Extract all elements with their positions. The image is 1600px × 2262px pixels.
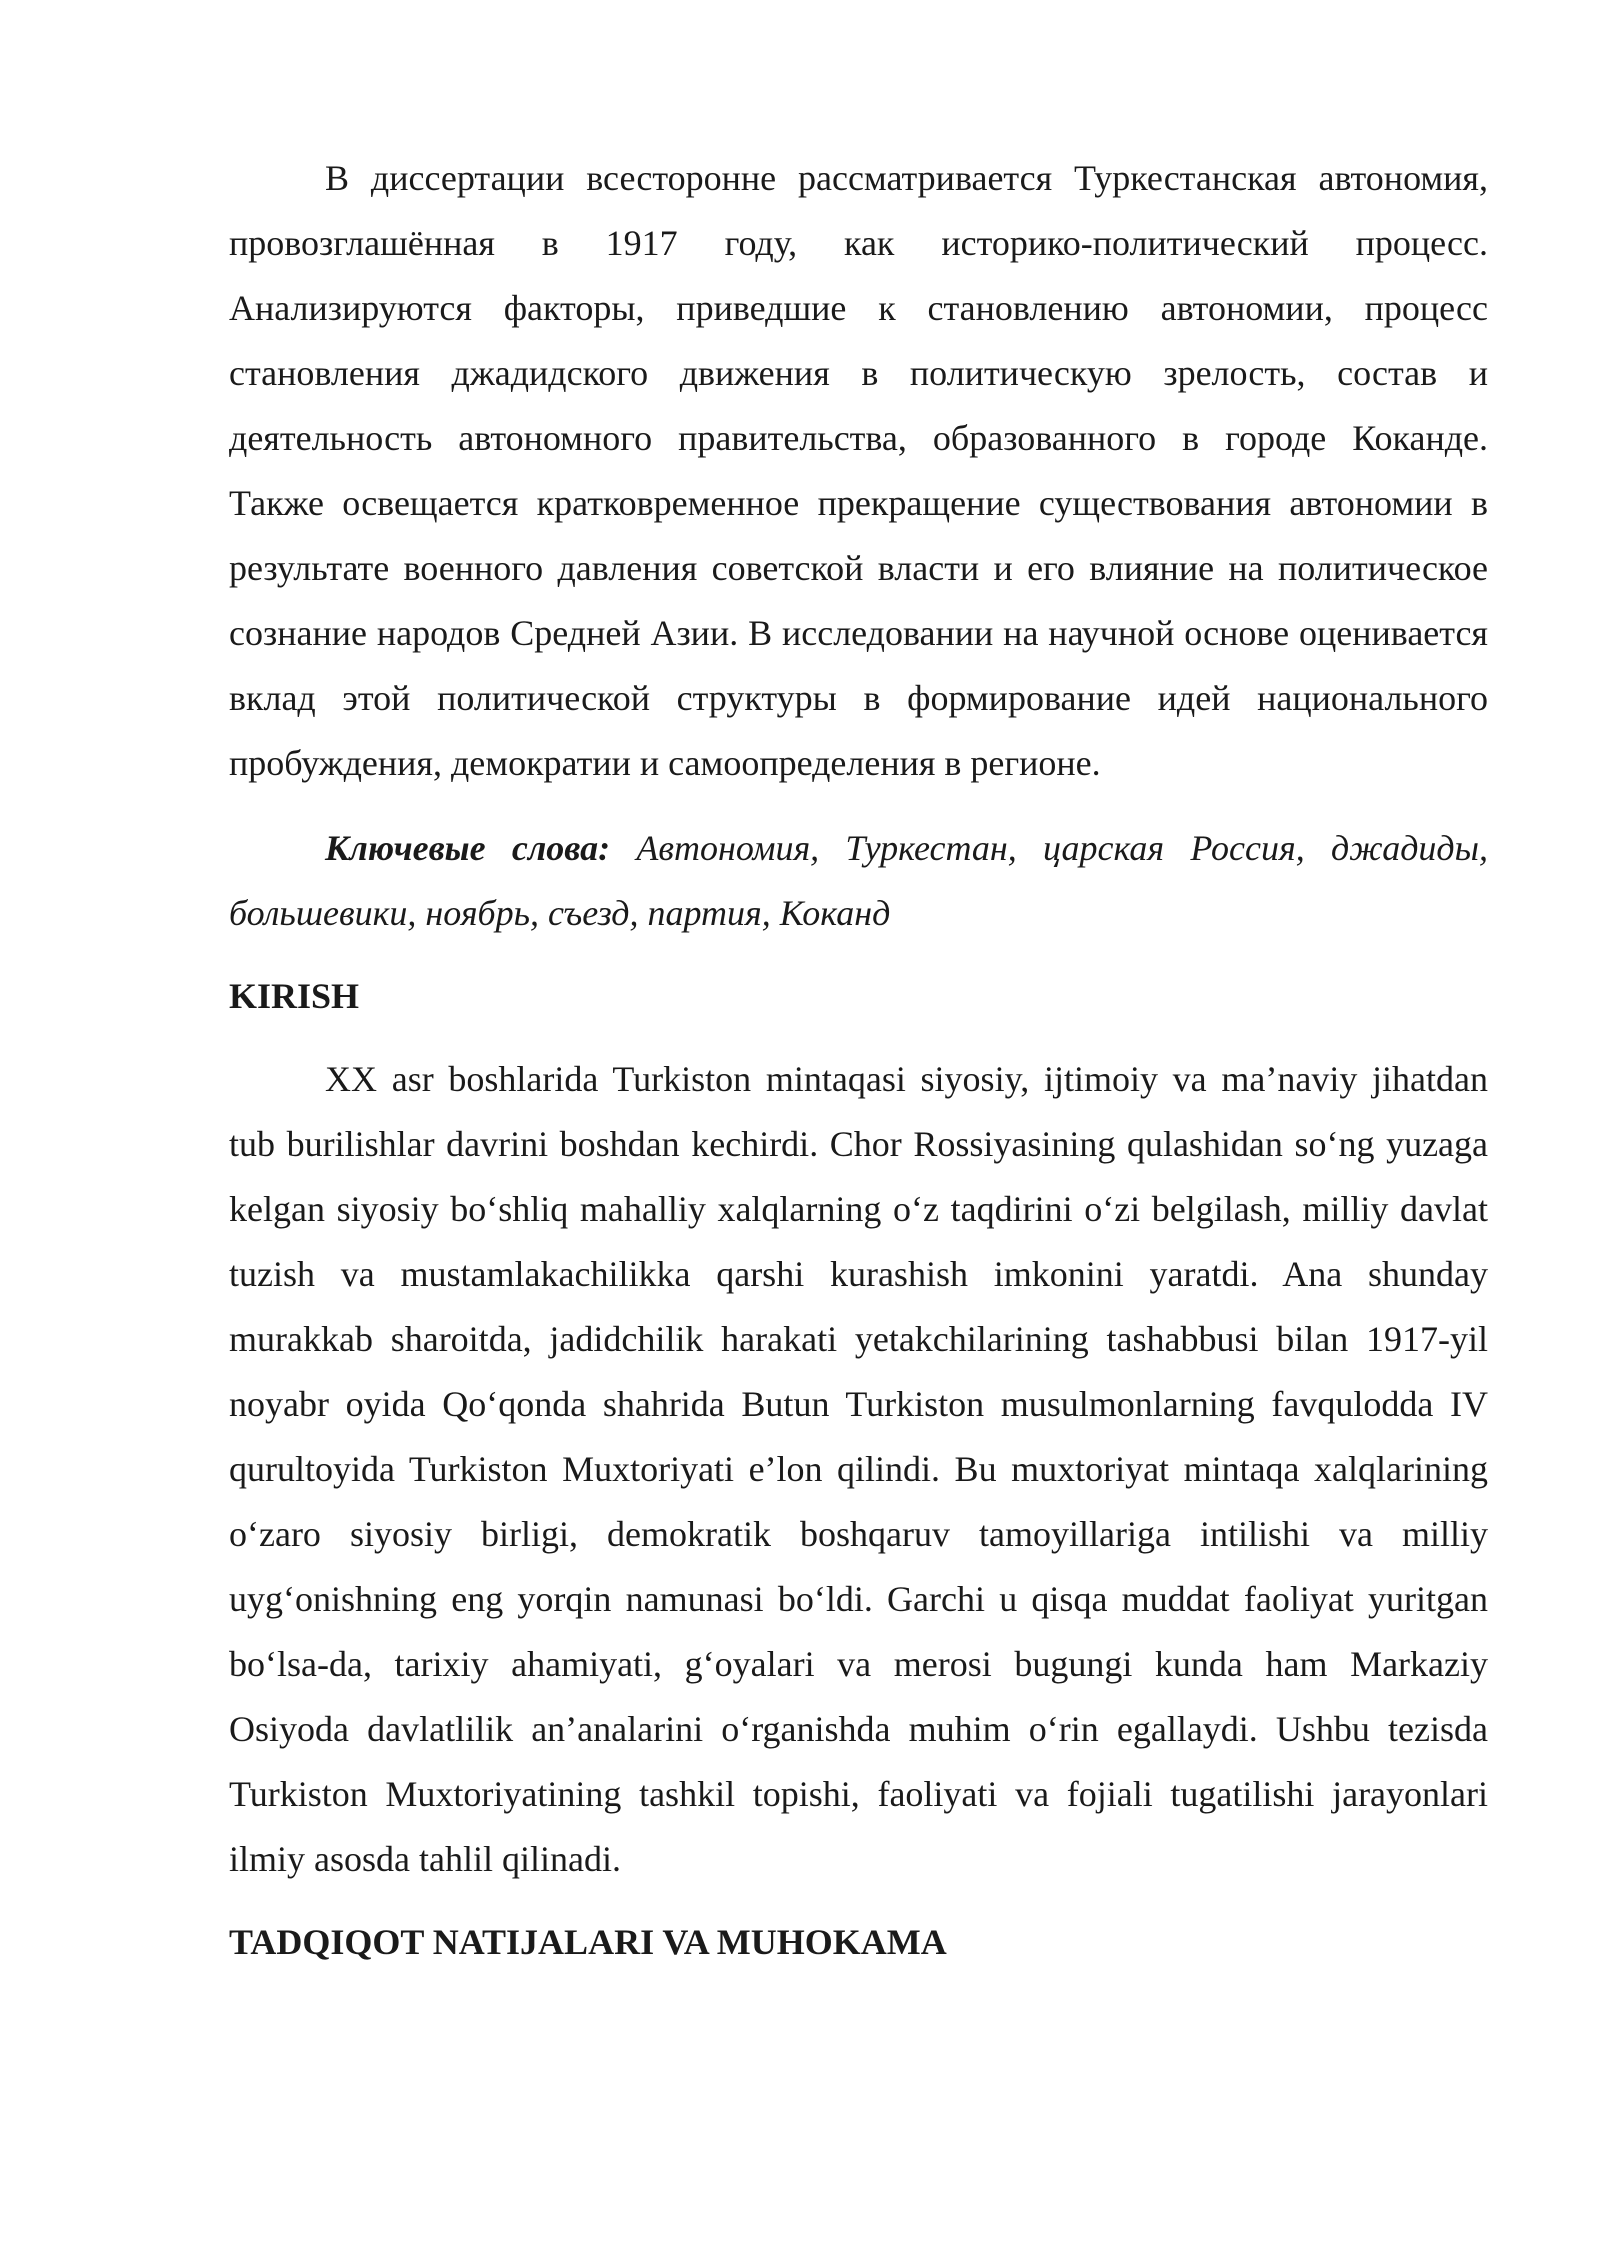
spacer xyxy=(229,946,1488,964)
document-page xyxy=(229,146,1488,1975)
spacer xyxy=(229,796,1488,816)
section-heading-results: TADQIQOT NATIJALARI VA MUHOKAMA xyxy=(229,1922,947,1962)
spacer xyxy=(229,1892,1488,1910)
spacer xyxy=(229,1029,1488,1047)
section-heading-intro: KIRISH xyxy=(229,976,360,1016)
keywords-text: Автономия, Туркестан, царская Россия, джадиды, большевики, ноябрь, съезд, партия, Коканд xyxy=(229,828,1488,933)
abstract-paragraph: В диссертации всесторонне рассматривается Туркестанская автономия, провозглашённая в 1917 году, как историко-политический процесс. Анализируются факторы, приведшие к становлению автономии, процесс становления джадидского движения в политическую зрелость, состав и деятельность автономного правительства, образованного в городе Коканде. Также освещается кратковременное прекращение существования автономии в результате военного давления советской власти и его влияние на политическое сознание народов Средней Азии. В исследовании на научной основе оценивается вклад этой политической структуры в формирование идей национального пробуждения, демократии и самоопределения в регионе. xyxy=(229,158,1488,783)
intro-paragraph: XX asr boshlarida Turkiston mintaqasi siyosiy, ijtimoiy va ma’naviy jihatdan tub burilishlar davrini boshdan kechirdi. Chor Rossiyasining qulashidan so‘ng yuzaga kelgan siyosiy bo‘shliq mahalliy xalqlarning o‘z taqdirini o‘zi belgilash, milliy davlat tuzish va mustamlakachilikka qarshi kurashish imkonini yaratdi. Ana shunday murakkab sharoitda, jadidchilik harakati yetakchilarining tashabbusi bilan 1917-yil noyabr oyida Qo‘qonda shahrida Butun Turkiston musulmonlarning favqulodda IV qurultoyida Turkiston Muxtoriyati e’lon qilindi. Bu muxtoriyat mintaqa xalqlarining o‘zaro siyosiy birligi, demokratik boshqaruv tamoyillariga intilishi va milliy uyg‘onishning eng yorqin namunasi bo‘ldi. Garchi u qisqa muddat faoliyat yuritgan bo‘lsa-da, tarixiy ahamiyati, g‘oyalari va merosi bugungi kunda ham Markaziy Osiyoda davlatlilik an’analarini o‘rganishda muhim o‘rin egallaydi. Ushbu tezisda Turkiston Muxtoriyatining tashkil topishi, faoliyati va fojiali tugatilishi jarayonlari ilmiy asosda tahlil qilinadi. xyxy=(229,1059,1488,1879)
keywords-paragraph xyxy=(229,816,1488,946)
keywords-label: Ключевые слова: xyxy=(325,828,611,868)
